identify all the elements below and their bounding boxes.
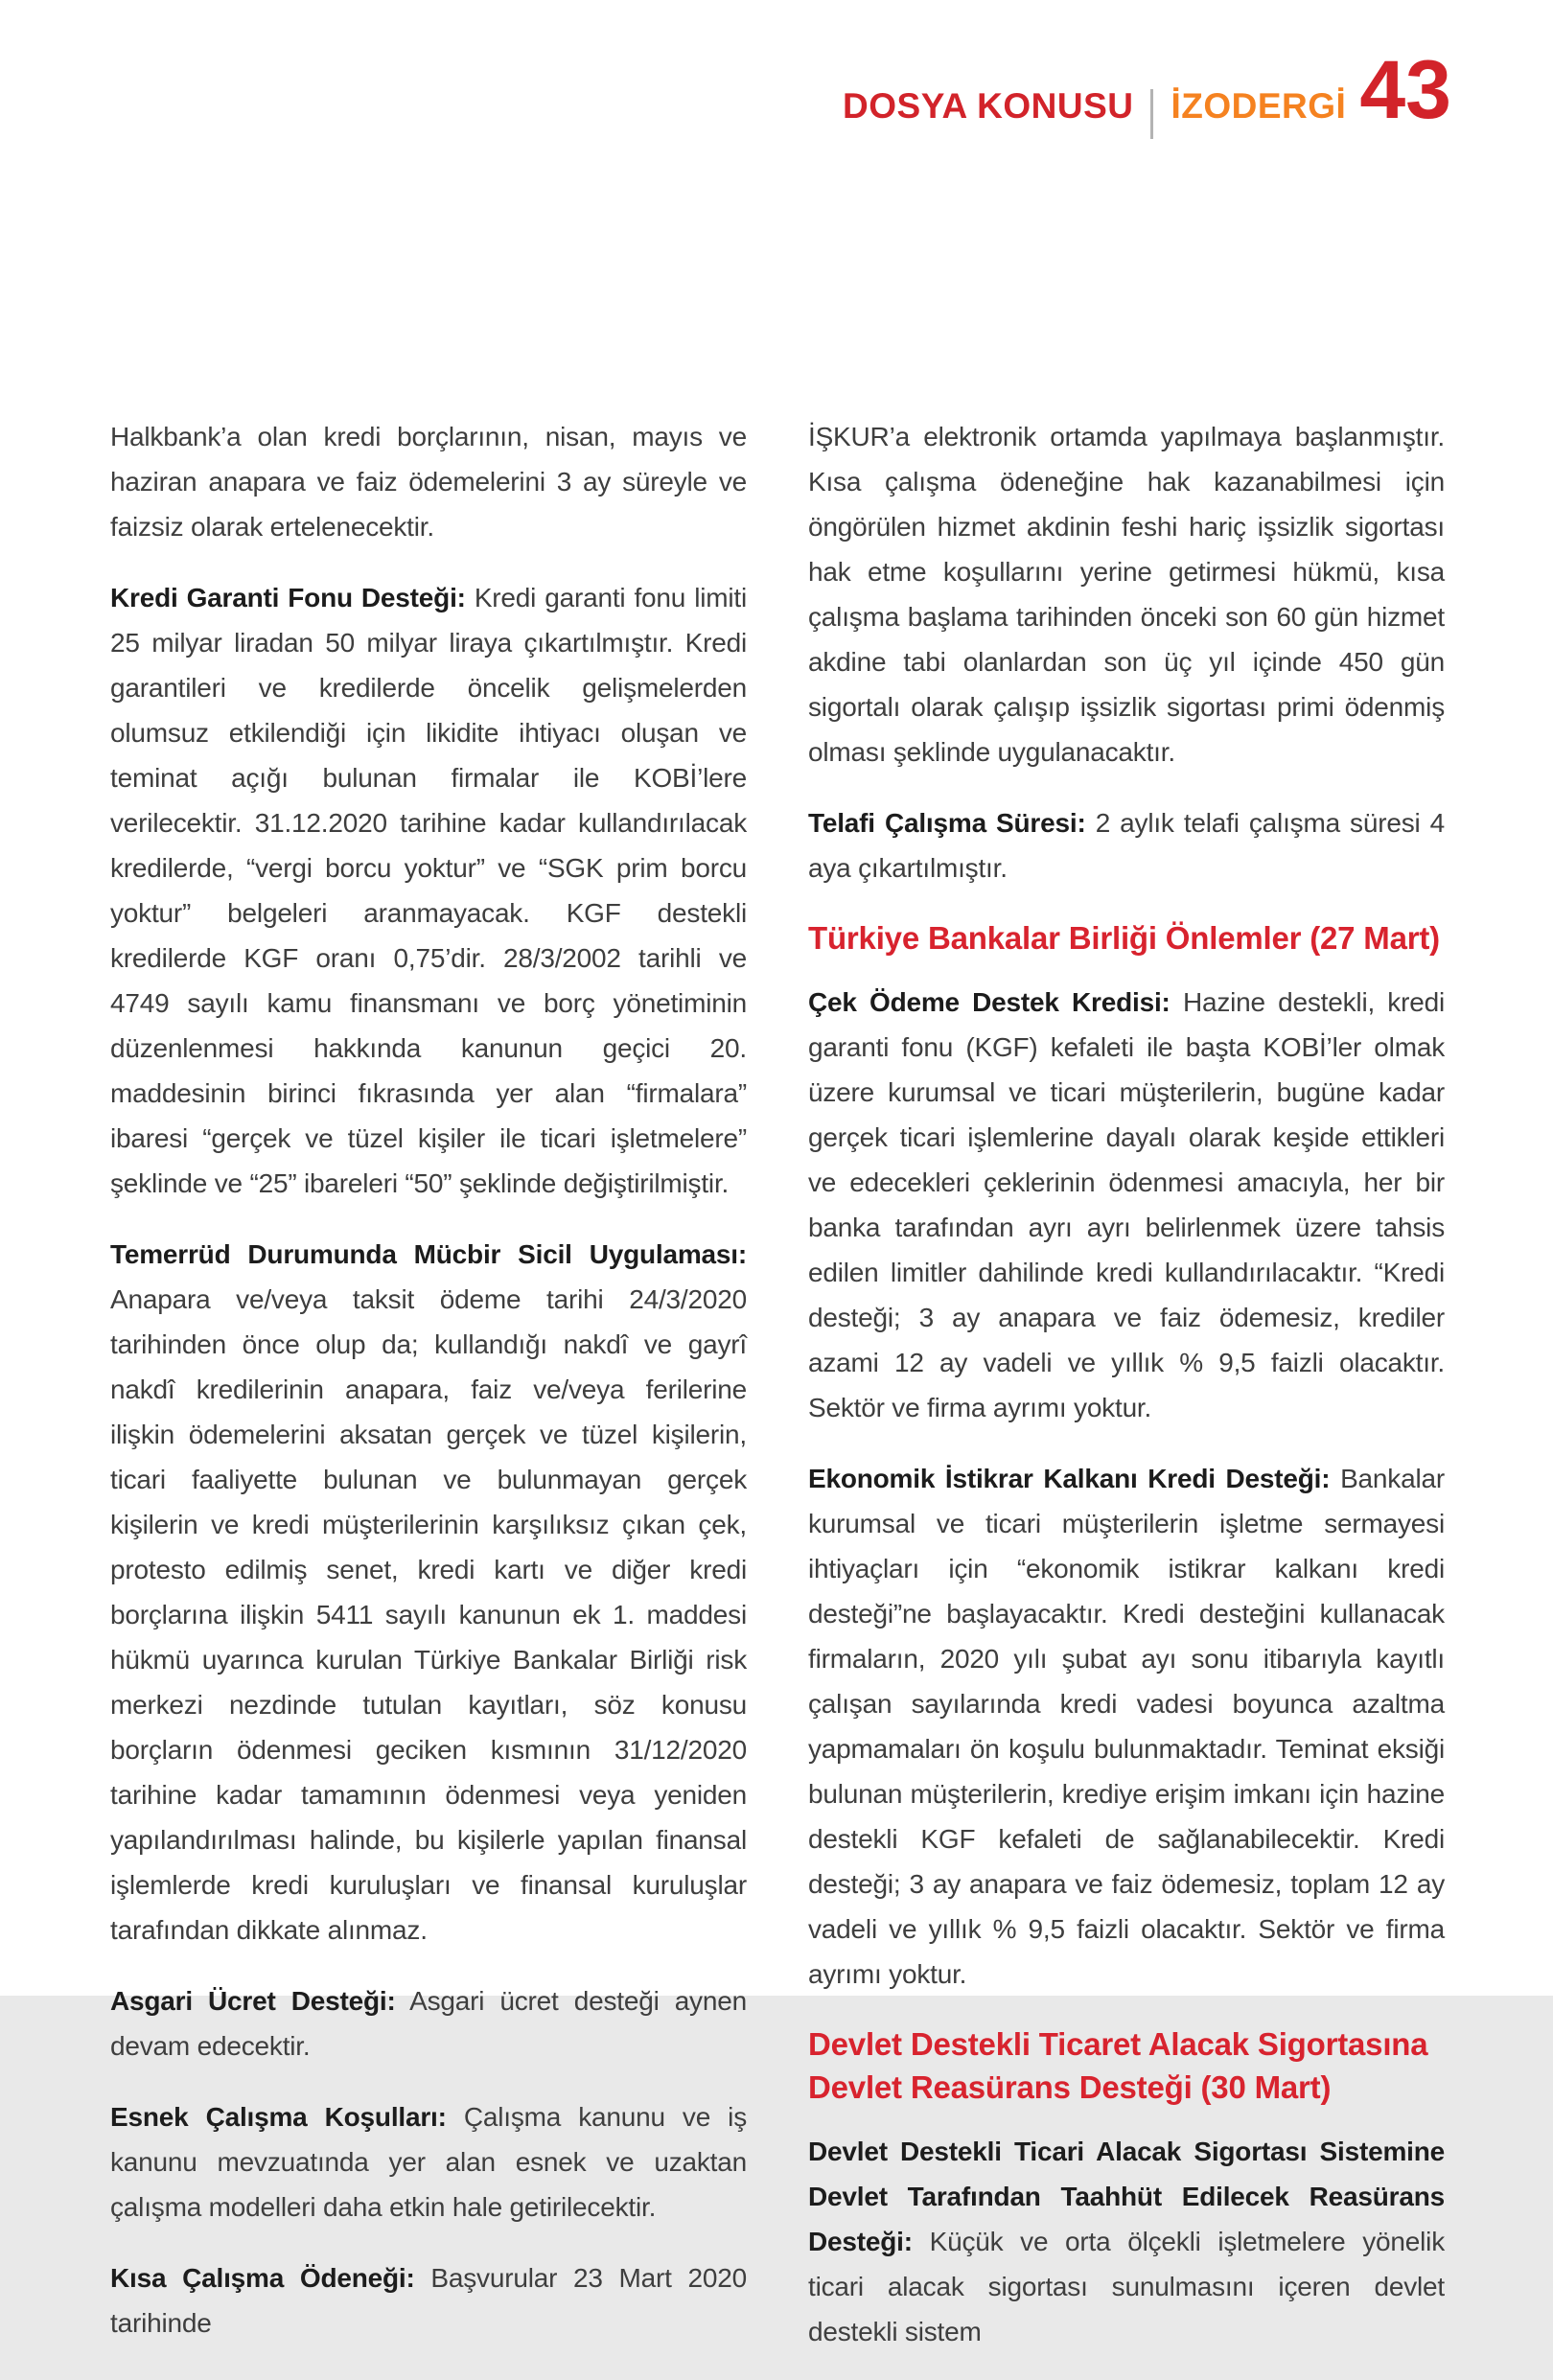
section-heading: Devlet Destekli Ticaret Alacak Sigortasına Devlet Reasürans Desteği (30 Mart) (808, 2026, 1428, 2105)
article-body (110, 414, 1445, 2380)
paragraph-text: 2 aylık telafi çalışma süresi 4 aya çıkartılmıştır. (808, 808, 1446, 883)
paragraph-text: Asgari ücret desteği aynen devam edecektir. (110, 1986, 747, 2061)
paragraph-lead: Asgari Ücret Desteği: (110, 1986, 396, 2016)
paragraph (110, 1232, 747, 1953)
paragraph-text: Anapara ve/veya taksit ödeme tarihi 24/3/2020 tarihinden önce olup da; kullandığı nakdî ve gayrî nakdî kredilerinin anapara, faiz ve/veya ferilerine ilişkin ödemelerini aksatan gerçek ve tüzel kişilerin, ticari faaliyette bulunan ve bulunmayan gerçek kişilerin ve kredi müşterilerinin karşılıksız çıkan çek, protesto edilmiş senet, kredi kartı ve diğer kredi borçlarına ilişkin 5411 sayılı kanunun ek 1. maddesi hükmü uyarınca kurulan Türkiye Bankalar Birliği risk merkezi nezdinde tutulan kayıtları, söz konusu borçların ödenmesi geciken kısmının 31/12/2020 tarihine kadar tamamının ödenmesi veya yeniden yapılandırılması halinde, bu kişilerle yapılan finansal işlemlerde kredi kuruluşları ve finansal kuruluşlar tarafından dikkate alınmaz. (110, 1284, 747, 1945)
paragraph-text: Başvurular 23 Mart 2020 tarihinde (110, 2263, 747, 2338)
paragraph (110, 1978, 747, 2068)
magazine-name: İZODERGİ (1171, 86, 1347, 126)
paragraph-lead: Devlet Destekli Ticari Alacak Sigortası Sistemine Devlet Tarafından Taahhüt Edilecek Reasürans Desteği: (808, 2137, 1445, 2256)
paragraph (110, 414, 747, 549)
paragraph-lead: Kredi Garanti Fonu Desteği: (110, 583, 466, 612)
paragraph-lead: Esnek Çalışma Koşulları: (110, 2102, 447, 2132)
paragraph (110, 2094, 747, 2230)
paragraph-lead: Çek Ödeme Destek Kredisi: (808, 987, 1171, 1017)
paragraph (808, 414, 1445, 774)
paragraph (808, 2129, 1445, 2354)
section-label: DOSYA KONUSU (843, 86, 1134, 126)
paragraph (110, 2255, 747, 2345)
page-header: DOSYA KONUSU İZODERGİ 43 (843, 86, 1451, 136)
paragraph-text: Hazine destekli, kredi garanti fonu (KGF) kefaleti ile başta KOBİ’ler olmak üzere kurumsal ve ticari müşterilerin, bugüne kadar gerçek ticari işlemlerine dayalı olarak keşide ettikleri ve edecekleri çeklerinin ödenmesi amacıyla, her bir banka tarafından ayrı ayrı belirlenmek üzere tahsis edilen limitler dahilinde kredi kullandırılacaktır. “Kredi desteği; 3 ay anapara ve faiz ödemesiz, krediler azami 12 ay vadeli ve yıllık % 9,5 faizli olacaktır. Sektör ve firma ayrımı yoktur. (808, 987, 1445, 1422)
paragraph-lead: Ekonomik İstikrar Kalkanı Kredi Desteği: (808, 1464, 1331, 1493)
header-divider (1150, 89, 1153, 139)
paragraph (808, 800, 1445, 890)
paragraph-text: Halkbank’a olan kredi borçlarının, nisan, mayıs ve haziran anapara ve faiz ödemelerini 3 ay süreyle ve faizsiz olarak ertelenecektir. (110, 422, 747, 542)
paragraph-lead: Telafi Çalışma Süresi: (808, 808, 1086, 838)
paragraph-text: Çalışma kanunu ve iş kanunu mevzuatında yer alan esnek ve uzaktan çalışma modelleri daha etkin hale getirilecektir. (110, 2102, 747, 2222)
paragraph-text: Kredi garanti fonu limiti 25 milyar liradan 50 milyar liraya çıkartılmıştır. Kredi garantileri ve kredilerde öncelik gelişmelerden olumsuz etkilendiği için likidite ihtiyacı oluşan ve teminat açığı bulunan firmalar ile KOBİ’lere verilecektir. 31.12.2020 tarihine kadar kullandırılacak kredilerde, “vergi borcu yoktur” ve “SGK prim borcu yoktur” belgeleri aranmayacak. KGF destekli kredilerde KGF oranı 0,75’dir. 28/3/2002 tarihli ve 4749 sayılı kamu finansmanı ve borç yönetiminin düzenlenmesi hakkında kanunun geçici 20. maddesinin birinci fıkrasında yer alan “firmalara” ibaresi “gerçek ve tüzel kişiler ile ticari işletmelere” şeklinde ve “25” ibareleri “50” şeklinde değiştirilmiştir. (110, 583, 747, 1198)
left-column (110, 414, 747, 2380)
paragraph (808, 1456, 1445, 1997)
right-column (808, 414, 1445, 2380)
paragraph-text: İŞKUR’a elektronik ortamda yapılmaya başlanmıştır. Kısa çalışma ödeneğine hak kazanabilmesi için öngörülen hizmet akdinin feshi hariç işsizlik sigortası hak etme koşullarını yerine getirmesi hükmü, kısa çalışma başlama tarihinden önceki son 60 gün hizmet akdine tabi olanlardan son üç yıl içinde 450 gün sigortalı olarak çalışıp işsizlik sigortası primi ödenmiş olması şeklinde uygulanacaktır. (808, 422, 1445, 767)
paragraph-lead: Kısa Çalışma Ödeneği: (110, 2263, 415, 2293)
section-heading: Türkiye Bankalar Birliği Önlemler (27 Mart) (808, 920, 1440, 956)
paragraph (808, 980, 1445, 1430)
paragraph-lead: Temerrüd Durumunda Mücbir Sicil Uygulaması: (110, 1239, 747, 1269)
paragraph-text: Bankalar kurumsal ve ticari müşterilerin işletme sermayesi ihtiyaçları için “ekonomik istikrar kalkanı kredi desteği”ne başlayacaktır. Kredi desteğini kullanacak firmaların, 2020 yılı şubat ayı sonu itibarıyla kayıtlı çalışan sayılarında kredi vadesi boyunca azaltma yapmamaları ön koşulu bulunmaktadır. Teminat eksiği bulunan müşterilerin, krediye erişim imkanı için hazine destekli KGF kefaleti de sağlanabilecektir. Kredi desteği; 3 ay anapara ve faiz ödemesiz, toplam 12 ay vadeli ve yıllık % 9,5 faizli olacaktır. Sektör ve firma ayrımı yoktur. (808, 1464, 1445, 1989)
paragraph (110, 575, 747, 1206)
paragraph-text: Küçük ve orta ölçekli işletmelere yönelik ticari alacak sigortası sunulmasını içeren devlet destekli sistem (808, 2227, 1445, 2346)
